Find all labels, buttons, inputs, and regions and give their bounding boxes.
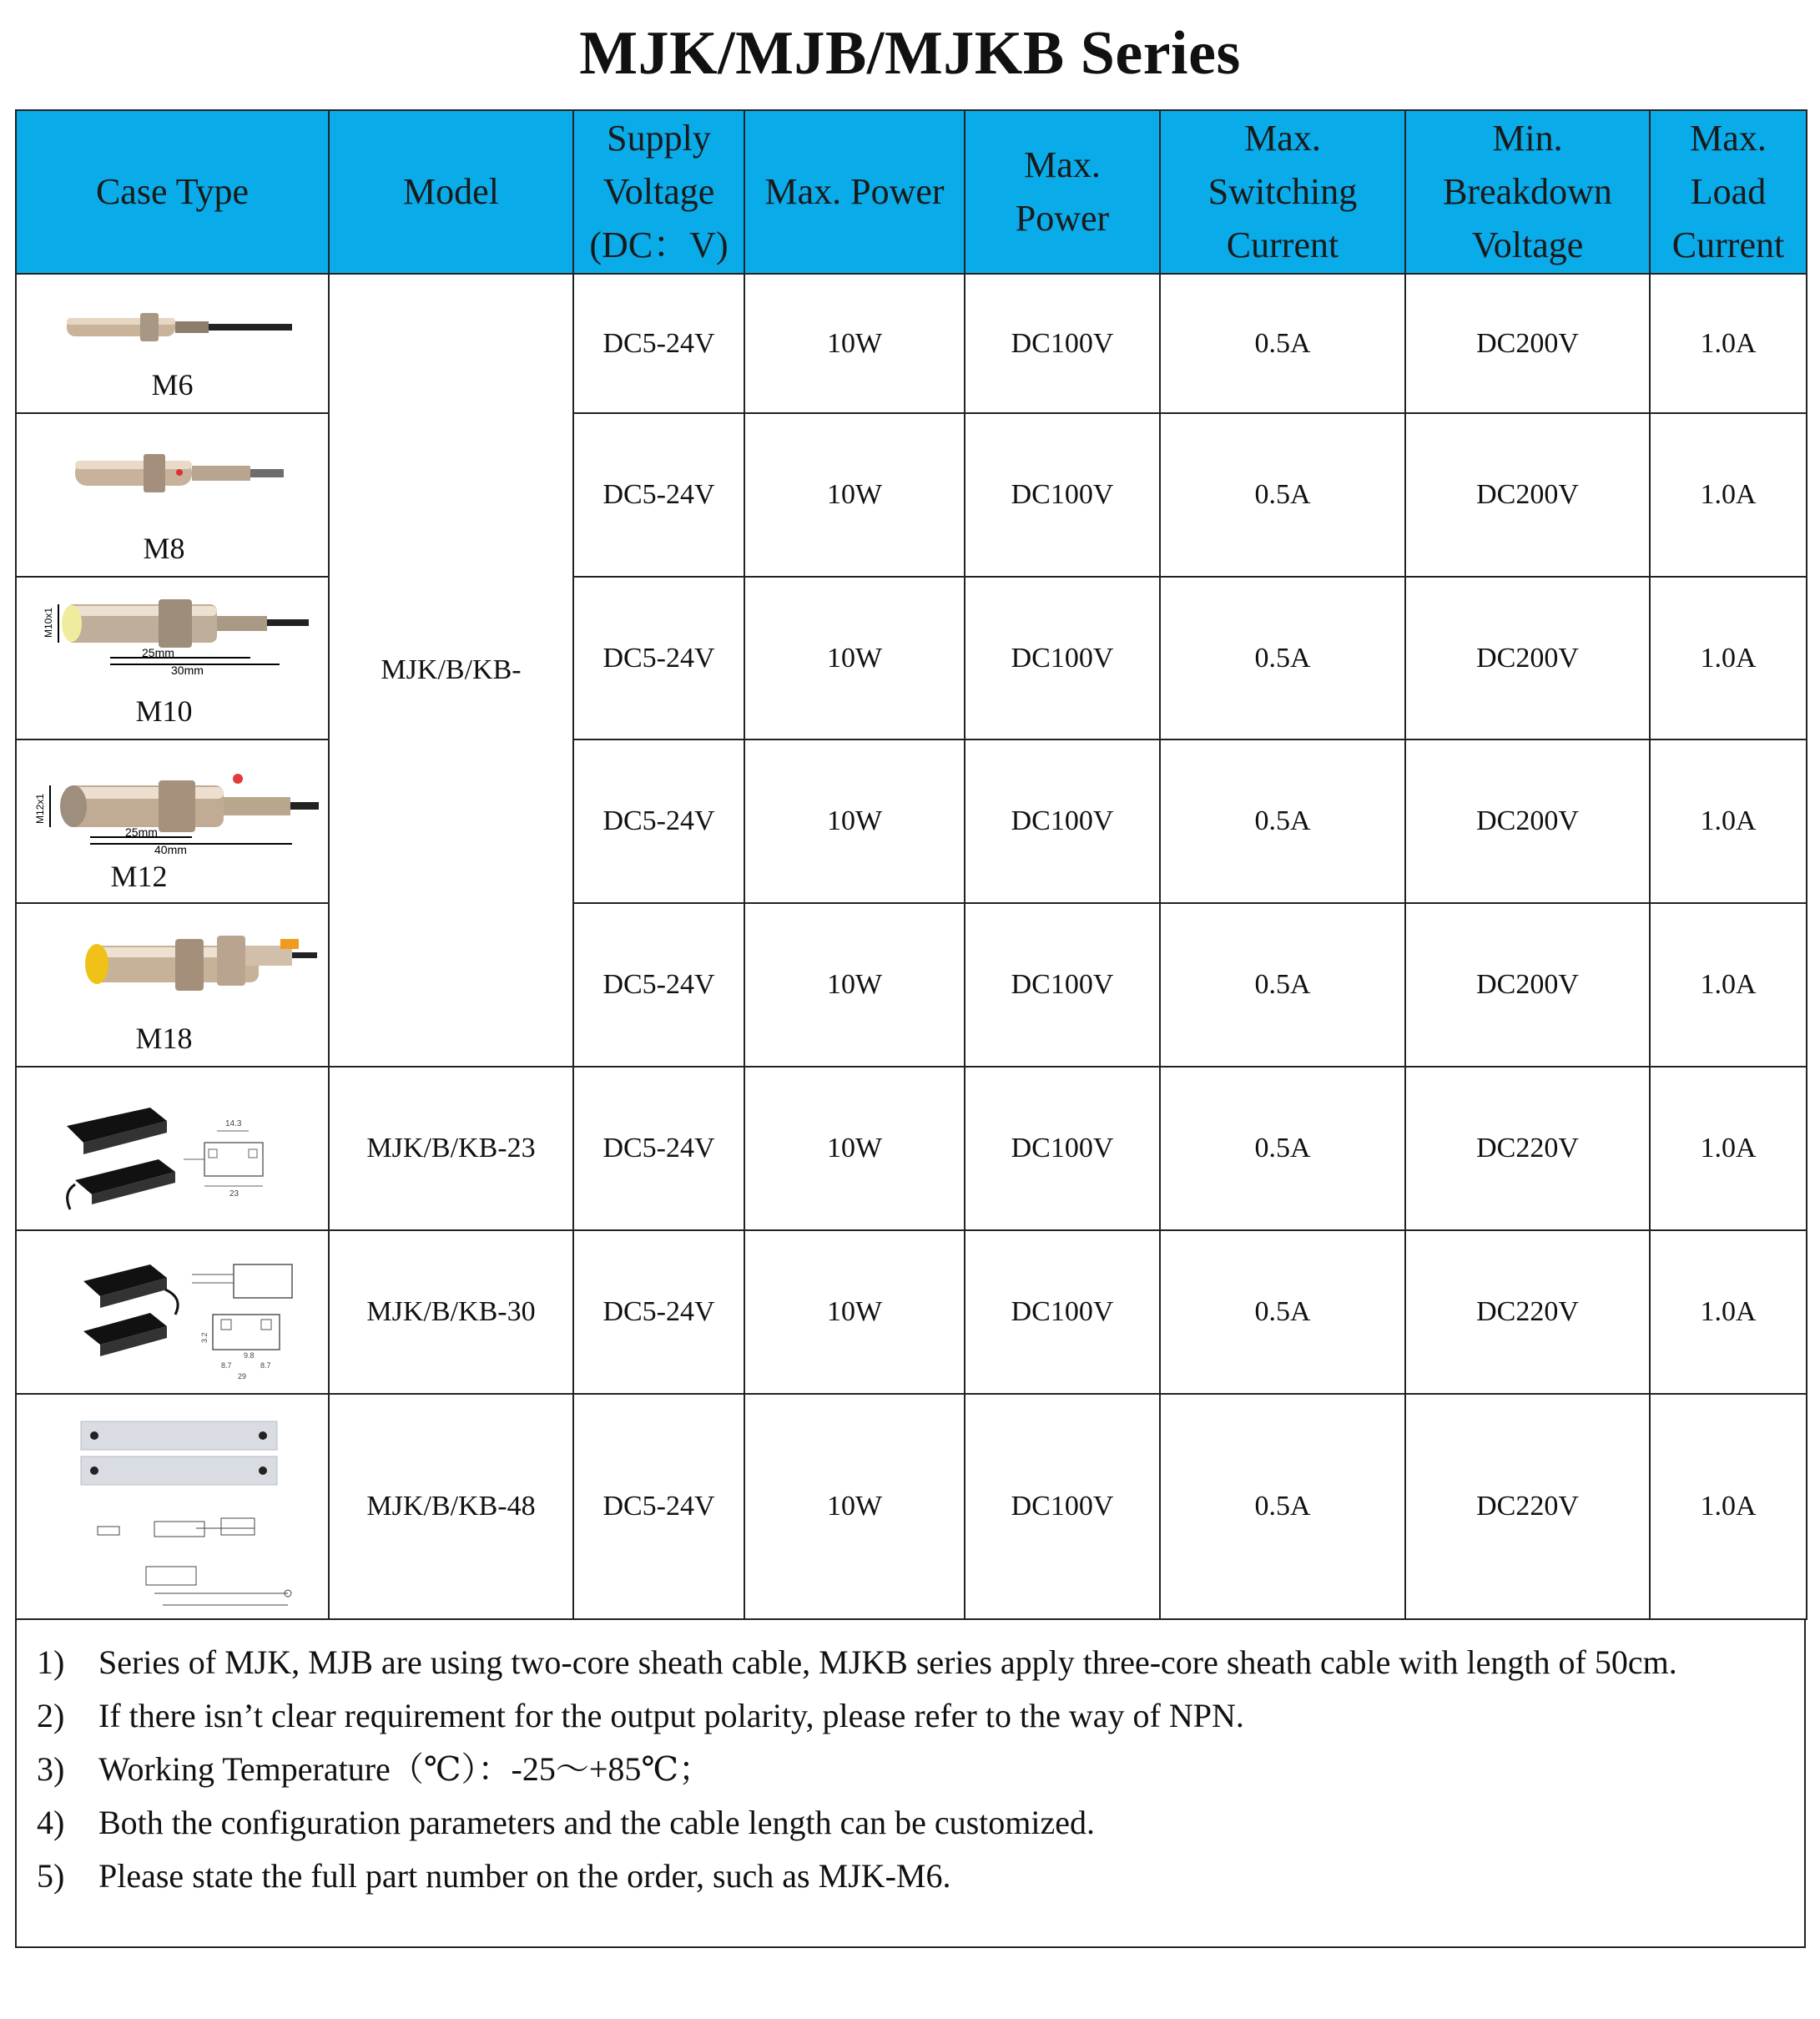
kb23-sensor-image <box>58 1093 309 1218</box>
table-row <box>16 739 1807 903</box>
header-line: Max. <box>1024 144 1101 185</box>
header-line: Supply <box>607 118 711 159</box>
kb23-dim-label: 14.3 <box>225 1119 242 1128</box>
note-text: Please state the full part number on the order, such as MJK-M6. <box>98 1857 951 1895</box>
cell-power2: DC100V <box>965 577 1160 739</box>
cell-power2: DC100V <box>965 739 1160 903</box>
case-cell-m6 <box>16 274 329 413</box>
model-cell-merged: MJK/B/KB- <box>329 274 573 1067</box>
cell-breakdown: DC200V <box>1405 413 1650 577</box>
note-number: 4) <box>37 1804 65 1841</box>
cell-power: 10W <box>744 1067 965 1230</box>
cell-voltage: DC5-24V <box>573 1230 744 1394</box>
kb23-dim-label: 23 <box>229 1189 239 1199</box>
cell-breakdown: DC200V <box>1405 577 1650 739</box>
case-label: M18 <box>135 1022 193 1055</box>
m10-dim-label: 30mm <box>171 664 204 677</box>
case-cell-kb23 <box>16 1067 329 1230</box>
table-row <box>16 577 1807 739</box>
table-row <box>16 1230 1807 1394</box>
cell-voltage: DC5-24V <box>573 903 744 1067</box>
kb30-dim-label: 29 <box>238 1372 247 1380</box>
cell-load: 1.0A <box>1650 577 1807 739</box>
header-line: (DC：V) <box>589 225 729 265</box>
note-item <box>17 1636 1804 1689</box>
cell-power: 10W <box>744 577 965 739</box>
header-line: Current <box>1226 225 1339 265</box>
m12-dim-label: 40mm <box>154 843 187 856</box>
header-max-power-2 <box>965 110 1160 274</box>
case-label: M12 <box>110 860 168 893</box>
cell-load: 1.0A <box>1650 274 1807 413</box>
m10-dim-label: M10x1 <box>43 607 54 638</box>
case-cell-m12 <box>16 739 329 903</box>
cell-voltage: DC5-24V <box>573 413 744 577</box>
cell-voltage: DC5-24V <box>573 1394 744 1619</box>
header-max-switching-current <box>1160 110 1405 274</box>
note-number: 2) <box>37 1697 65 1734</box>
m10-drawing-image <box>33 588 317 688</box>
m6-sensor-image <box>50 285 300 368</box>
note-text: Working Temperature（℃）：-25～+85℃； <box>98 1750 713 1788</box>
cell-power2: DC100V <box>965 1394 1160 1619</box>
kb30-dim-label: 3.2 <box>200 1332 209 1343</box>
m10-dim-label: 25mm <box>142 646 174 659</box>
note-item <box>17 1743 1804 1796</box>
note-item <box>17 1850 1804 1903</box>
cell-load: 1.0A <box>1650 903 1807 1067</box>
header-line: Switching <box>1207 171 1358 212</box>
header-supply-voltage <box>573 110 744 274</box>
table-row <box>16 903 1807 1067</box>
cell-power2: DC100V <box>965 413 1160 577</box>
cell-voltage: DC5-24V <box>573 739 744 903</box>
header-model: Model <box>329 110 573 274</box>
header-line: Current <box>1671 225 1785 265</box>
cell-switching: 0.5A <box>1160 903 1405 1067</box>
cell-switching: 0.5A <box>1160 1394 1405 1619</box>
note-item <box>17 1796 1804 1850</box>
cell-load: 1.0A <box>1650 739 1807 903</box>
note-number: 5) <box>37 1857 65 1895</box>
cell-power: 10W <box>744 1230 965 1394</box>
case-cell-kb48 <box>16 1394 329 1619</box>
model-cell: MJK/B/KB-48 <box>329 1394 573 1619</box>
note-text: Series of MJK, MJB are using two-core sheath cable, MJKB series apply three-core sheath cable with length of 50cm. <box>98 1643 1677 1681</box>
cell-breakdown: DC200V <box>1405 739 1650 903</box>
cell-switching: 0.5A <box>1160 1230 1405 1394</box>
notes-box <box>15 1619 1806 1948</box>
cell-power: 10W <box>744 739 965 903</box>
header-line: Max. <box>1690 118 1767 159</box>
cell-breakdown: DC220V <box>1405 1067 1650 1230</box>
cell-load: 1.0A <box>1650 1067 1807 1230</box>
header-line: Power <box>1015 198 1110 239</box>
cell-breakdown: DC220V <box>1405 1230 1650 1394</box>
table-row <box>16 274 1807 413</box>
cell-power: 10W <box>744 903 965 1067</box>
m8-sensor-image <box>50 424 300 516</box>
case-label: M8 <box>143 532 185 565</box>
m12-dim-label: 25mm <box>125 825 158 839</box>
table-row <box>16 1394 1807 1619</box>
case-cell-kb30 <box>16 1230 329 1394</box>
header-row <box>16 110 1807 274</box>
case-label: M10 <box>135 694 193 728</box>
cell-switching: 0.5A <box>1160 274 1405 413</box>
header-line: Max. <box>1244 118 1321 159</box>
kb48-sensor-image <box>63 1420 313 1620</box>
table-row <box>16 413 1807 577</box>
cell-power2: DC100V <box>965 274 1160 413</box>
cell-breakdown: DC220V <box>1405 1394 1650 1619</box>
model-cell: MJK/B/KB-23 <box>329 1067 573 1230</box>
cell-breakdown: DC200V <box>1405 274 1650 413</box>
kb30-sensor-image <box>67 1256 309 1381</box>
cell-power2: DC100V <box>965 903 1160 1067</box>
cell-breakdown: DC200V <box>1405 903 1650 1067</box>
header-line: Load <box>1690 171 1767 212</box>
case-cell-m18 <box>16 903 329 1067</box>
header-line: Voltage <box>602 171 715 212</box>
header-line: Breakdown <box>1443 171 1612 212</box>
cell-switching: 0.5A <box>1160 413 1405 577</box>
kb30-dim-label: 8.7 <box>260 1361 271 1370</box>
case-label: M6 <box>151 368 194 401</box>
header-max-load-current <box>1650 110 1807 274</box>
header-case-type: Case Type <box>16 110 329 274</box>
kb30-dim-label: 9.8 <box>244 1351 255 1360</box>
kb30-dim-label: 8.7 <box>221 1361 232 1370</box>
cell-power2: DC100V <box>965 1067 1160 1230</box>
cell-power: 10W <box>744 274 965 413</box>
note-number: 1) <box>37 1643 65 1681</box>
table-row <box>16 1067 1807 1230</box>
note-item <box>17 1689 1804 1743</box>
model-cell: MJK/B/KB-30 <box>329 1230 573 1394</box>
cell-voltage: DC5-24V <box>573 274 744 413</box>
cell-power: 10W <box>744 413 965 577</box>
cell-switching: 0.5A <box>1160 577 1405 739</box>
cell-load: 1.0A <box>1650 1230 1807 1394</box>
cell-load: 1.0A <box>1650 413 1807 577</box>
cell-voltage: DC5-24V <box>573 577 744 739</box>
cell-power: 10W <box>744 1394 965 1619</box>
case-cell-m8 <box>16 413 329 577</box>
page-title: MJK/MJB/MJKB Series <box>579 19 1241 88</box>
m12-dim-label: M12x1 <box>34 793 46 824</box>
cell-voltage: DC5-24V <box>573 1067 744 1230</box>
m18-sensor-image <box>67 921 325 1012</box>
cell-load: 1.0A <box>1650 1394 1807 1619</box>
note-number: 3) <box>37 1750 65 1788</box>
case-cell-m10 <box>16 577 329 739</box>
header-min-breakdown-voltage <box>1405 110 1650 274</box>
cell-switching: 0.5A <box>1160 739 1405 903</box>
header-line: Voltage <box>1471 225 1584 265</box>
header-line: Min. <box>1492 118 1563 159</box>
note-text: Both the configuration parameters and the cable length can be customized. <box>98 1804 1096 1841</box>
note-text: If there isn’t clear requirement for the output polarity, please refer to the way of NPN. <box>98 1697 1244 1734</box>
cell-switching: 0.5A <box>1160 1067 1405 1230</box>
cell-power2: DC100V <box>965 1230 1160 1394</box>
header-max-power: Max. Power <box>744 110 965 274</box>
spec-table <box>15 109 1807 1620</box>
m12-drawing-image <box>25 774 325 866</box>
